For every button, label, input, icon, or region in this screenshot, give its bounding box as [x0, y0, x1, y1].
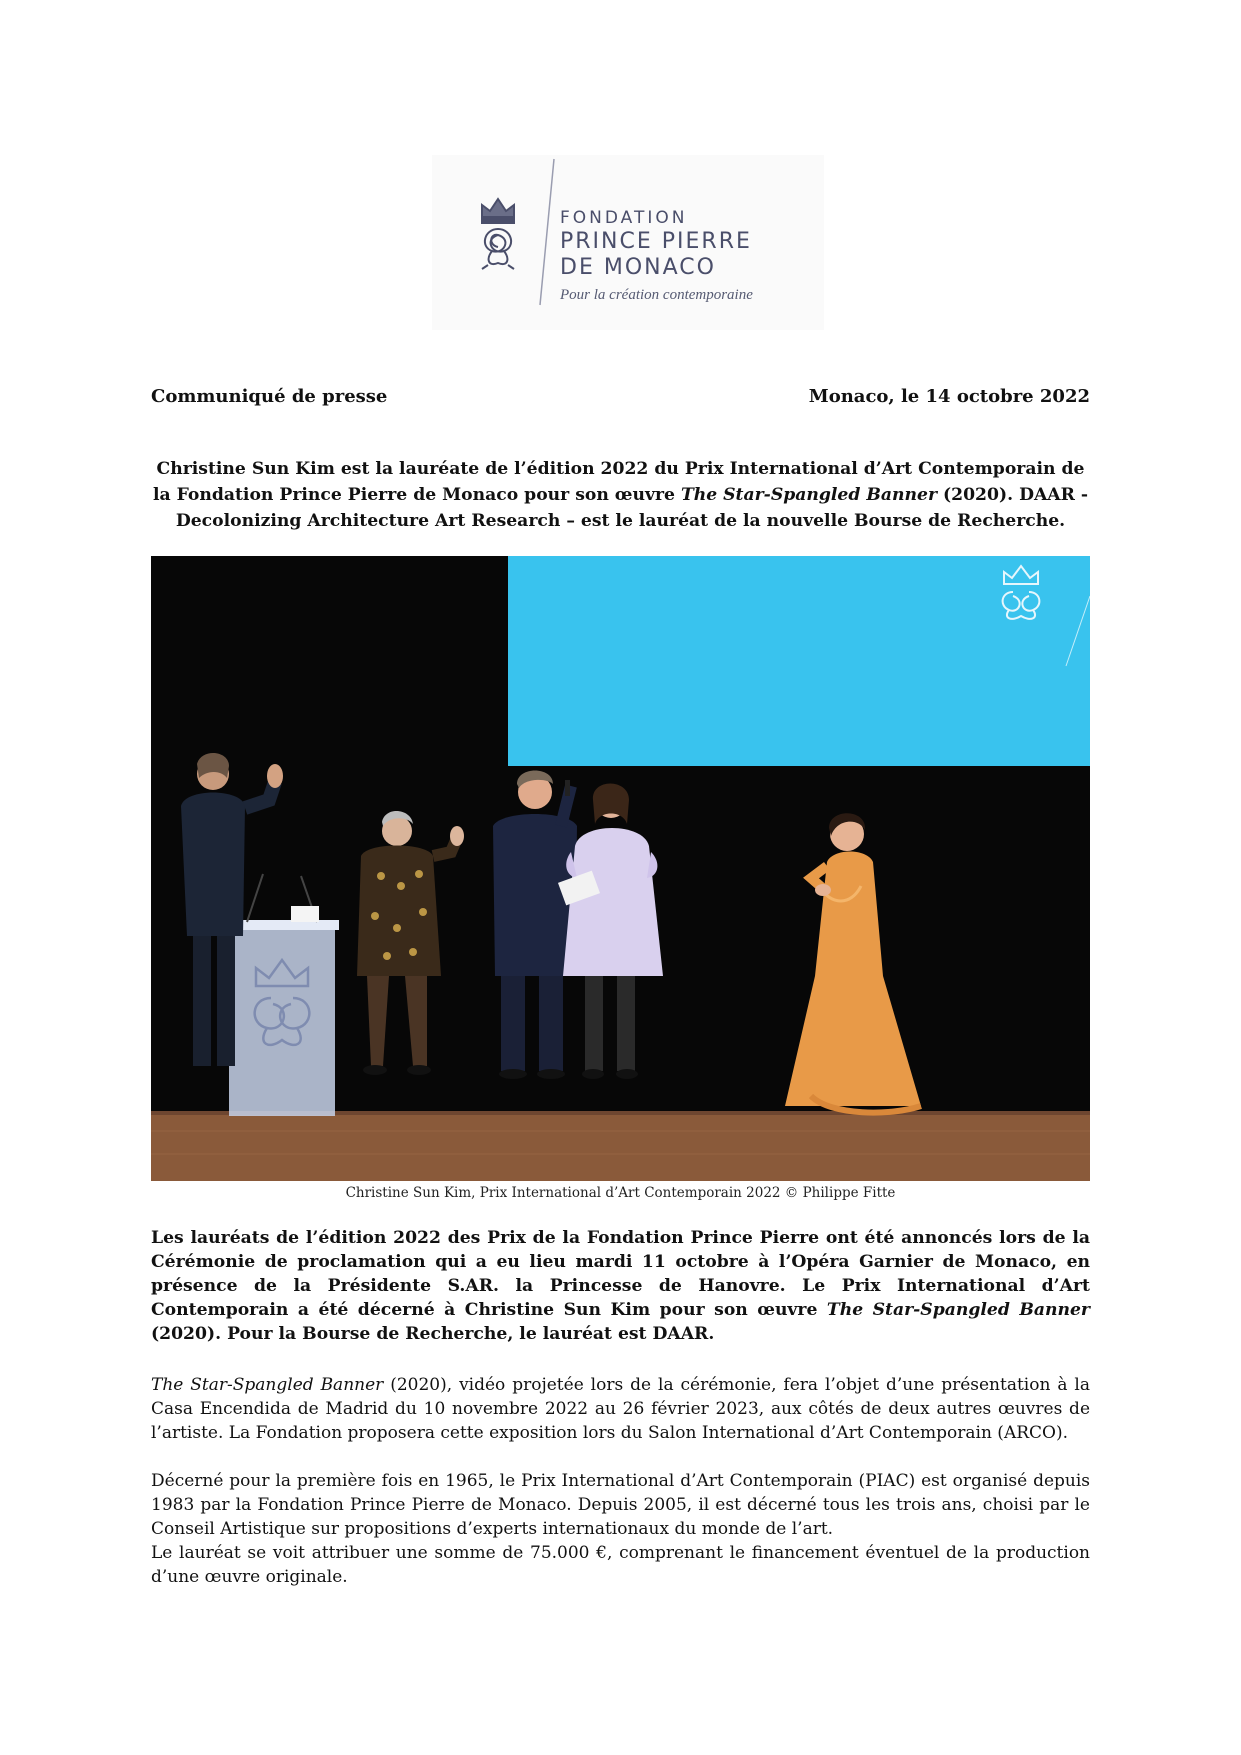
projection-screen [508, 556, 1090, 766]
dateline: Monaco, le 14 octobre 2022 [808, 386, 1090, 407]
paragraph-exhibition-text: (2020), vidéo projetée lors de la cérémonie, fera l’objet d’une présentation à la Casa Encendida de Madrid du 10 novembre 2022 au 26 février 2023, aux côtés de deux autres œuvres de l’artiste. La Fondation proposera cette exposition lors du Salon International d’Art Contemporain (ARCO). [151, 1375, 1090, 1443]
paragraph-work-title: The Star-Spangled Banner [151, 1375, 384, 1395]
logo-line-prince-pierre: PRINCE PIERRE [560, 229, 752, 254]
headline-part1: Christine Sun Kim est la lauréate de l’édition 2022 du Prix International d’Art Contemporain de la Fondation Prince Pierre de Monaco pour son œuvre [152, 459, 1085, 505]
logo-line-de-monaco: DE MONACO [560, 255, 716, 280]
ceremony-photo [151, 556, 1090, 1181]
photo-caption: Christine Sun Kim, Prix International d’Art Contemporain 2022 © Philippe Fitte [345, 1185, 896, 1201]
press-release-label: Communiqué de presse [151, 386, 388, 407]
logo-line-fondation: FONDATION [560, 208, 688, 228]
lead-work-title: The Star-Spangled Banner [826, 1300, 1090, 1320]
headline [151, 456, 1090, 534]
lead-part1: Les lauréats de l’édition 2022 des Prix de la Fondation Prince Pierre ont été annoncés lors de la Cérémonie de proclamation qui a eu lieu mardi 11 octobre à l’Opéra Garnier de Monaco, en présence de la Présidente S.AR. la Princesse de Hanovre. Le Prix International d’Art Contemporain a été décerné à Christine Sun Kim pour son œuvre [151, 1228, 1090, 1320]
lead-paragraph [151, 1226, 1090, 1346]
paragraph-history: Décerné pour la première fois en 1965, le Prix International d’Art Contemporain (PIAC) est organisé depuis 1983 par la Fondation Prince Pierre de Monaco. Depuis 2005, il est décerné tous les trois ans, choisi par le Conseil Artistique sur propositions d’experts internationaux du monde de l’art. [151, 1471, 1090, 1539]
paragraph-award-amount: Le lauréat se voit attribuer une somme de 75.000 €, comprenant le financement éventuel de la production d’une œuvre originale. [151, 1543, 1090, 1587]
paragraph-exhibition [151, 1373, 1090, 1445]
lead-part2: (2020). Pour la Bourse de Recherche, le lauréat est DAAR. [151, 1324, 715, 1344]
headline-work-title: The Star-Spangled Banner [680, 485, 938, 505]
press-header [151, 386, 1090, 407]
foundation-logo [432, 155, 824, 330]
headline-part2: (2020). DAAR - Decolonizing Architecture Art Research – est le lauréat de la nouvelle Bourse de Recherche. [175, 485, 1089, 531]
logo-tagline: Pour la création contemporaine [560, 287, 753, 303]
